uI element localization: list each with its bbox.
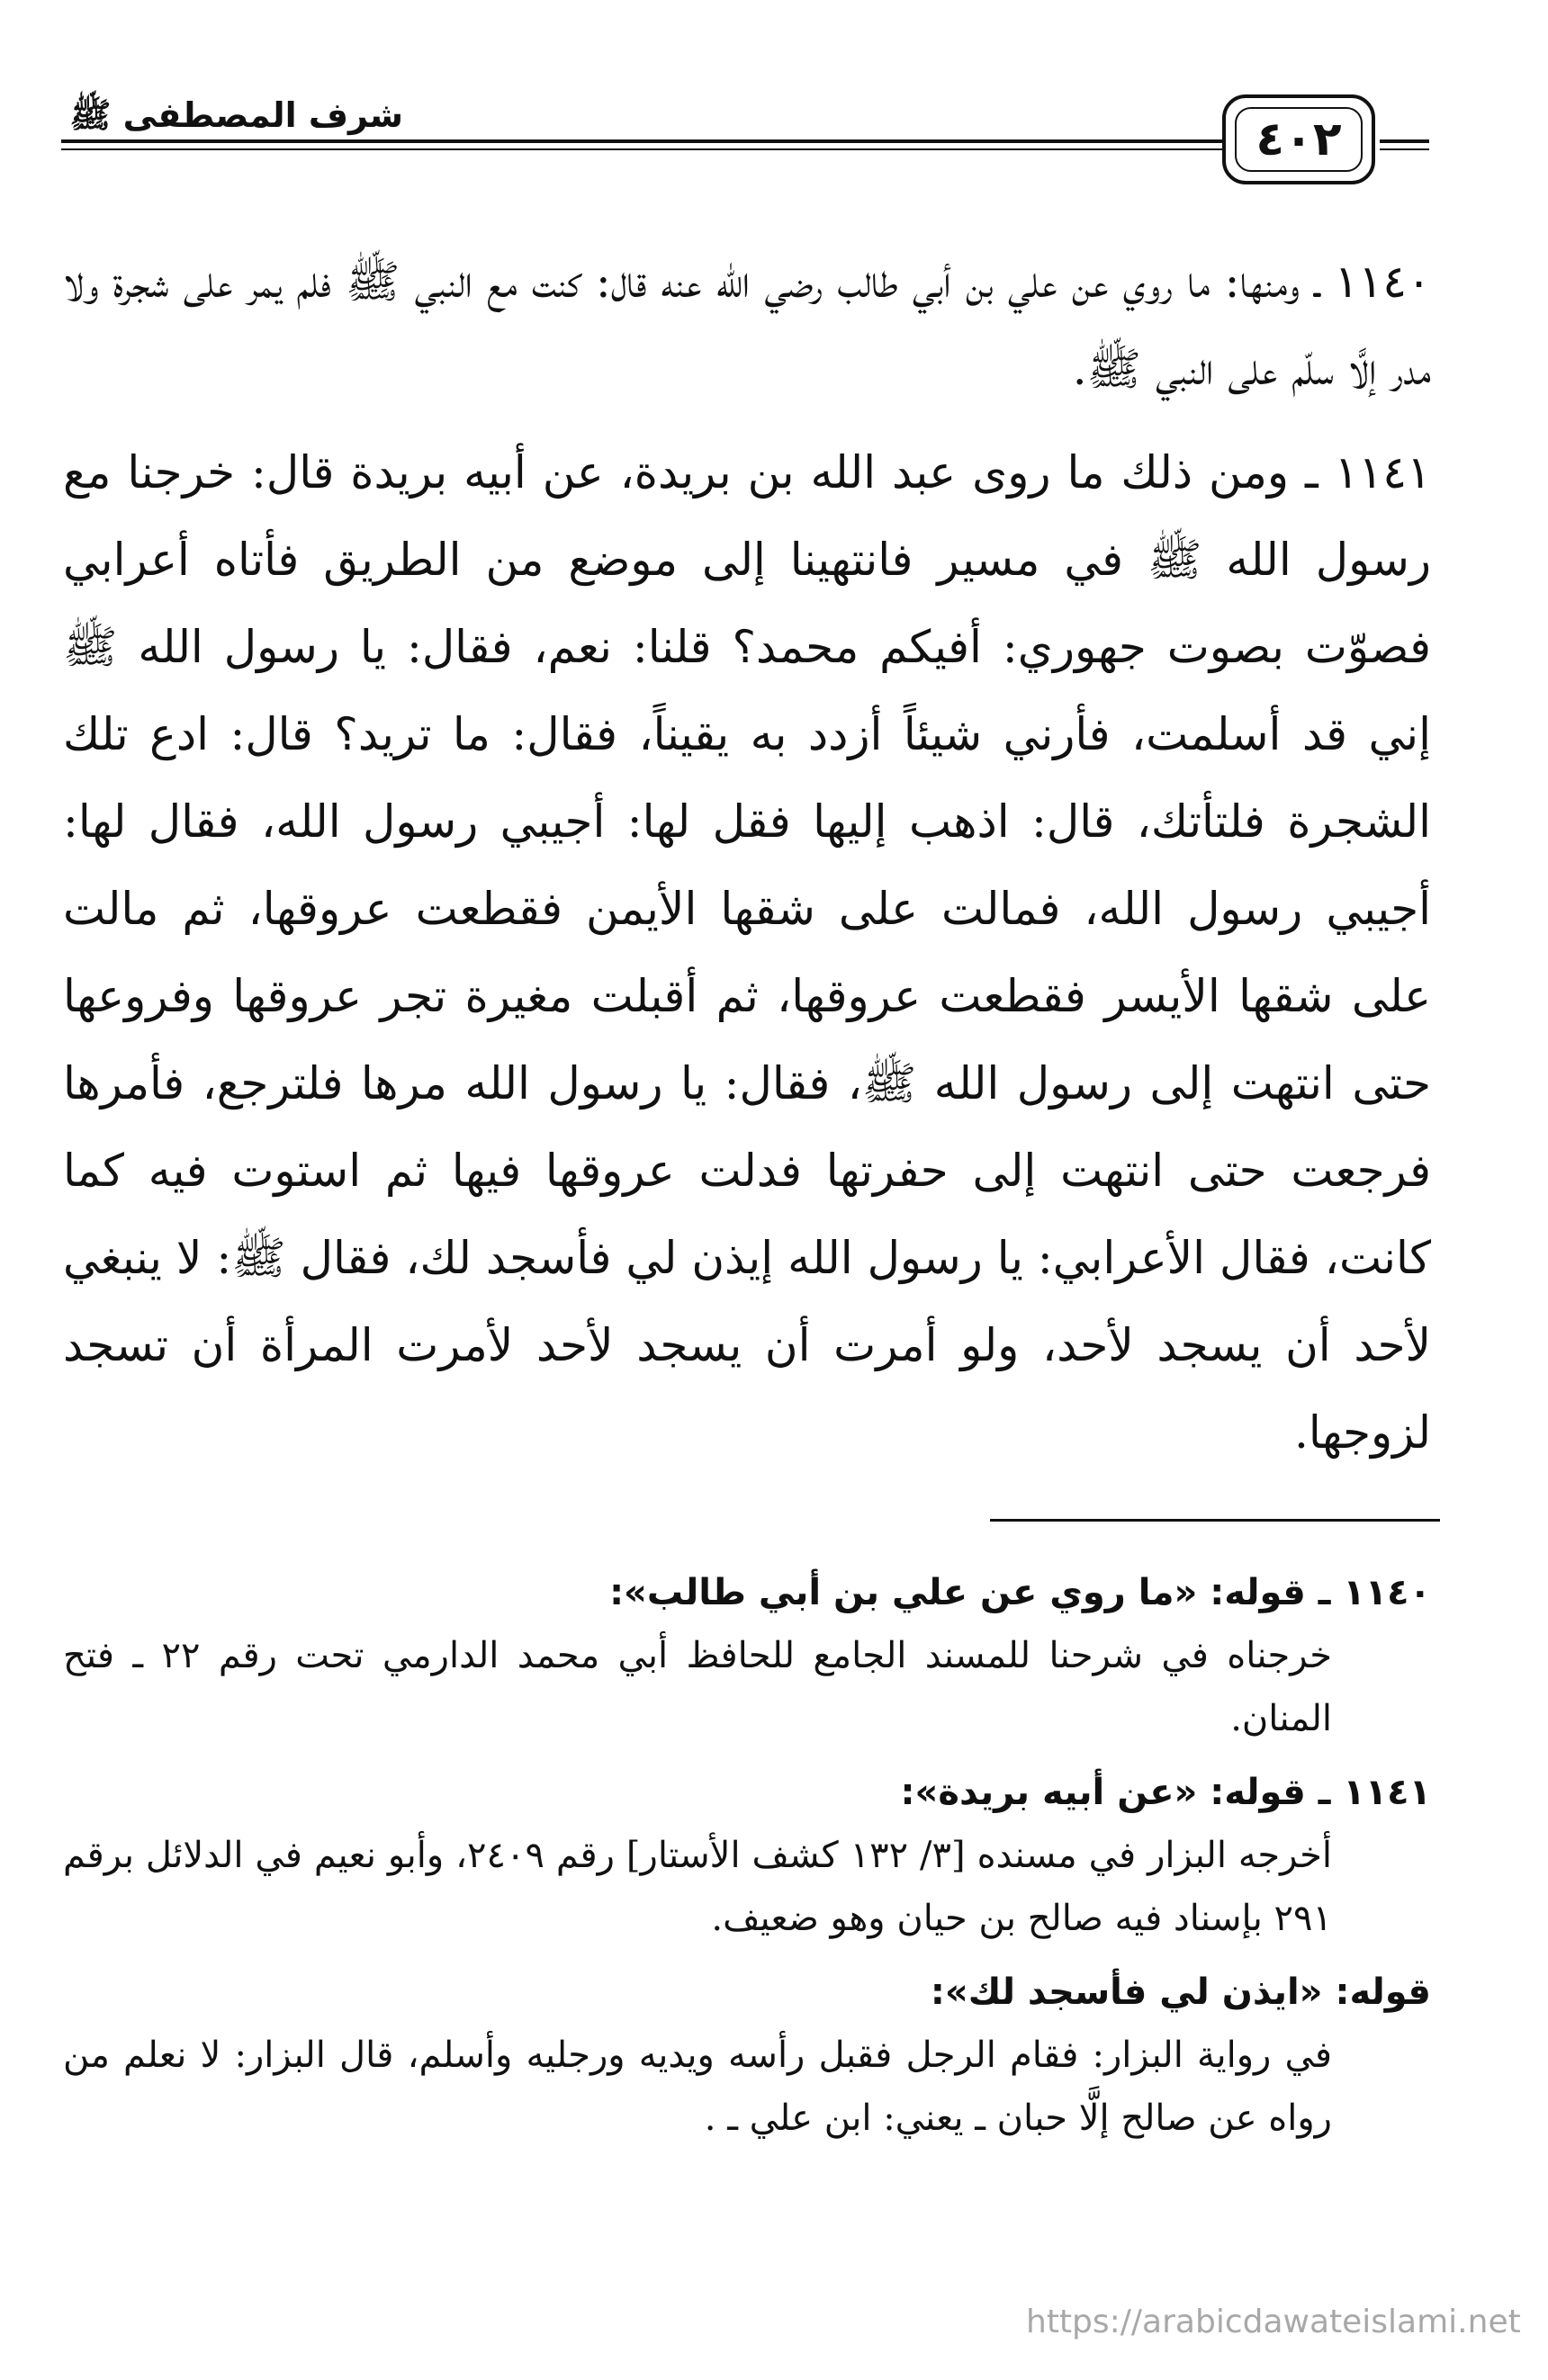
watermark-url: https://arabicdawateislami.net (1026, 2304, 1521, 2340)
footnote-text: خرجناه في شرحنا للمسند الجامع للحافظ أبي محمد الدارمي تحت رقم ٢٢ ـ فتح المنان. (63, 1635, 1332, 1739)
footnote-sujud (63, 1961, 1431, 2150)
footnotes (63, 1561, 1431, 2160)
paragraph-1141: ١١٤١ ـ ومن ذلك ما روى عبد الله بن بريدة، عن أبيه بريدة قال: خرجنا مع رسول الله ﷺ في مسير فانتهينا إلى موضع من الطريق فأتاه أعرابي فصوّت بصوت جهوري: أفيكم محمد؟ قلنا: نعم، فقال: يا رسول الله ﷺ إني قد أسلمت، فأرني شيئاً أزدد به يقيناً، فقال: ما تريد؟ قال: ادع تلك الشجرة فلتأتك، قال: اذهب إليها فقل لها: أجيبي رسول الله، فقال لها: أجيبي رسول الله، فمالت على شقها الأيمن فقطعت عروقها، ثم مالت على شقها الأيسر فقطعت عروقها، ثم أقبلت مغيرة تجر عروقها وفروعها حتى انتهت إلى رسول الله ﷺ، فقال: يا رسول الله مرها فلترجع، فأمرها فرجعت حتى انتهت إلى حفرتها فدلت عروقها فيها ثم استوت فيه كما كانت، فقال الأعرابي: يا رسول الله إيذن لي فأسجد لك، فقال ﷺ: لا ينبغي لأحد أن يسجد لأحد، ولو أمرت أن يسجد لأحد لأمرت المرأة أن تسجد لزوجها. (63, 446, 1431, 1459)
footnote-text: أخرجه البزار في مسنده [٣/ ١٣٢ كشف الأستار] رقم ٢٤٠٩، وأبو نعيم في الدلائل برقم ٢٩١ بإسناد فيه صالح بن حيان وهو ضعيف. (63, 1835, 1333, 1939)
header-rule-thin (61, 148, 1222, 150)
footnote-1140 (63, 1561, 1431, 1750)
footnote-divider (990, 1519, 1440, 1522)
page-number: ٤٠٢ (1256, 112, 1342, 166)
header-rule-right-thin (1380, 148, 1429, 150)
header-rule-thick (61, 139, 1222, 143)
page-number-frame (1222, 94, 1375, 184)
header-rule-right-thick (1380, 139, 1429, 143)
footnote-1141 (63, 1761, 1431, 1950)
footnote-heading: ١١٤٠ ـ قوله: «ما روي عن علي بن أبي طالب»: (609, 1572, 1431, 1613)
page-header (61, 85, 1429, 184)
footnote-text: في رواية البزار: فقام الرجل فقبل رأسه ويديه ورجليه وأسلم، قال البزار: لا نعلم من رواه عن صالح إلَّا حبان ـ يعني: ابن علي ـ . (63, 2034, 1332, 2139)
main-text (63, 238, 1431, 1493)
footnote-heading: ١١٤١ ـ قوله: «عن أبيه بريدة»: (900, 1772, 1431, 1813)
running-title: شرف المصطفى ﷺ (69, 95, 403, 135)
footnote-heading: قوله: «ايذن لي فأسجد لك»: (930, 1971, 1431, 2013)
page-number-inner-frame (1235, 107, 1363, 172)
paragraph-1140: ١١٤٠ ـ ومنها: ما روي عن علي بن أبي طالب رضي الله عنه قال: كنت مع النبي ﷺ فلم يمر على شجرة ولا مدر إلَّا سلّم على النبي ﷺ. (63, 256, 1431, 395)
